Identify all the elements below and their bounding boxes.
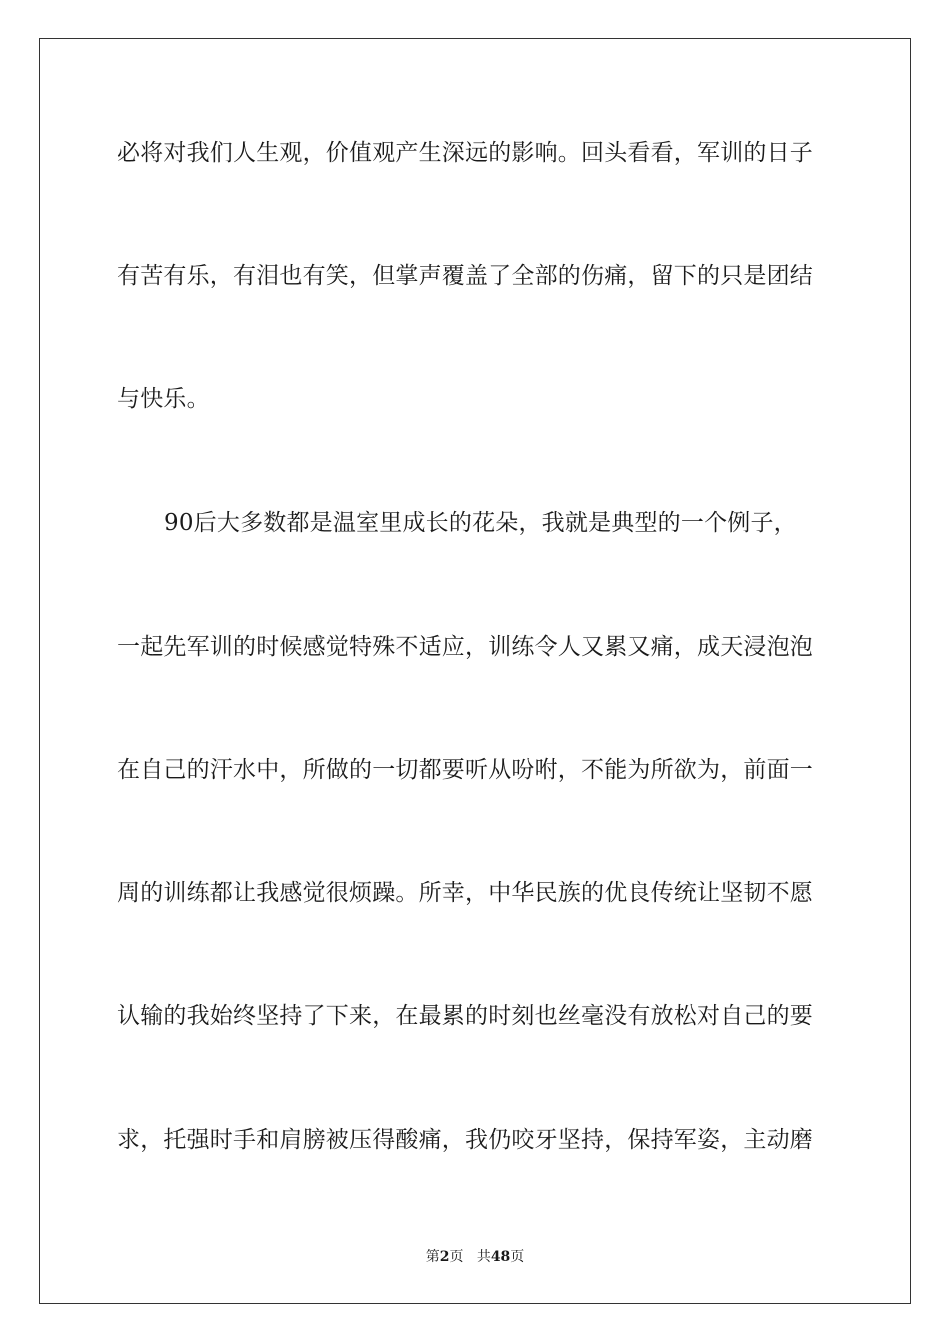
page-border bbox=[39, 38, 911, 1304]
text-line-4-paragraph-start: 90后大多数都是温室里成长的花朵，我就是典型的一个例子， bbox=[164, 510, 797, 536]
footer-prefix: 第 bbox=[425, 1249, 440, 1265]
text-line-8: 认输的我始终坚持了下来，在最累的时刻也丝毫没有放松对自己的要 bbox=[117, 1003, 813, 1029]
footer-page-suffix: 页 bbox=[449, 1249, 464, 1265]
text-line-5: 一起先军训的时候感觉特殊不适应，训练令人又累又痛，成天浸泡泡 bbox=[117, 634, 813, 660]
text-line-3: 与快乐。 bbox=[117, 386, 210, 412]
text-line-1: 必将对我们人生观，价值观产生深远的影响。回头看看，军训的日子 bbox=[117, 140, 813, 166]
text-line-9: 求，托强时手和肩膀被压得酸痛，我仍咬牙坚持，保持军姿，主动磨 bbox=[117, 1127, 813, 1153]
footer-total-prefix: 共 bbox=[476, 1249, 491, 1265]
total-page-count: 48 bbox=[490, 1249, 511, 1265]
footer-total-suffix: 页 bbox=[510, 1249, 525, 1265]
text-line-6: 在自己的汗水中，所做的一切都要听从吩咐，不能为所欲为，前面一 bbox=[117, 757, 813, 783]
text-line-2: 有苦有乐，有泪也有笑，但掌声覆盖了全部的伤痛，留下的只是团结 bbox=[117, 263, 813, 289]
current-page-number: 2 bbox=[439, 1249, 450, 1265]
page-footer bbox=[0, 1248, 950, 1266]
text-line-7: 周的训练都让我感觉很烦躁。所幸，中华民族的优良传统让坚韧不愿 bbox=[117, 880, 813, 906]
